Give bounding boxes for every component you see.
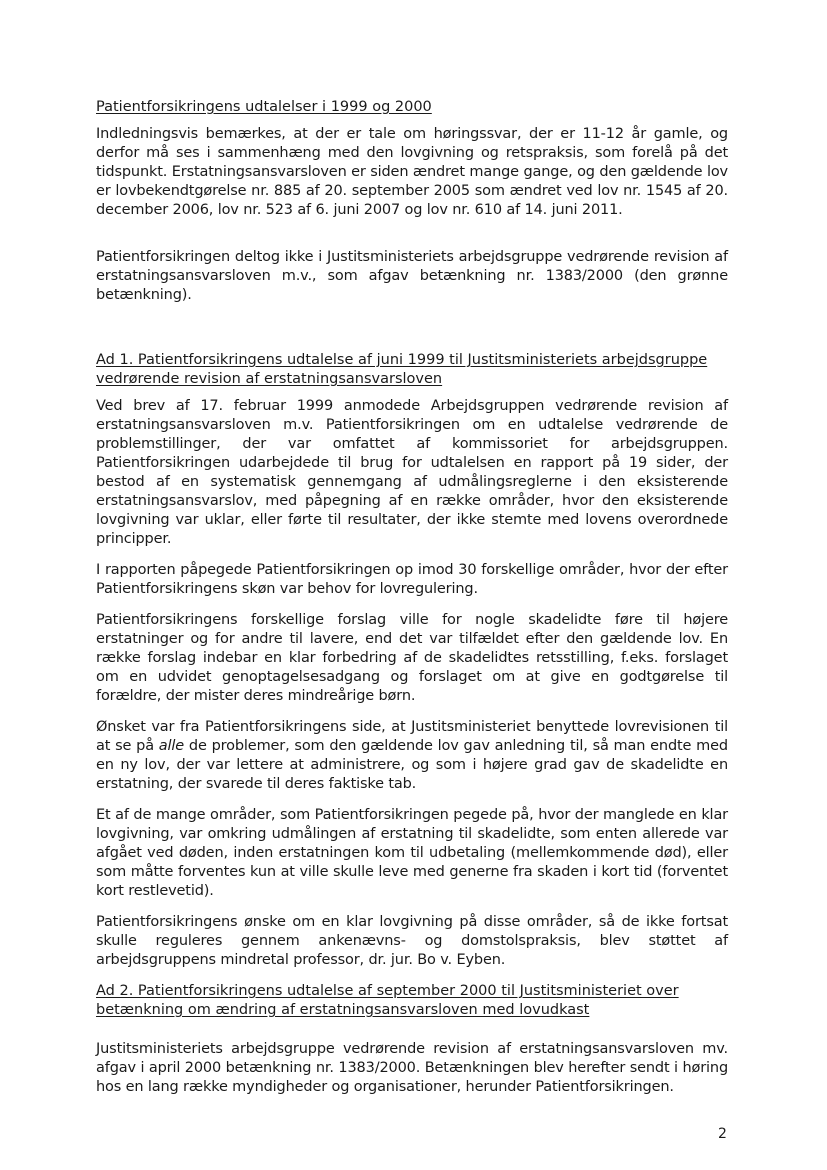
paragraph-wish-part1: Ønsket var fra Patientforsikringens side, at Justitsministeriet benyttede lovrevisionen til at se på bbox=[96, 719, 728, 754]
paragraph-participation: Patientforsikringen deltog ikke i Justitsministeriets arbejdsgruppe vedrørende revision af erstatningsansvarsloven m.v., som afgav betænkning nr. 1383/2000 (den grønne betænkning). bbox=[96, 249, 728, 303]
paragraph-intro: Indledningsvis bemærkes, at der er tale om høringssvar, der er 11-12 år gamle, og derfor må ses i sammenhæng med den lovgivning og retspraksis, som forelå på det tidspunkt. Erstatningsansvarsloven er siden ændret mange gange, og den gældende lov er lovbekendtgørelse nr. 885 af 20. september 2005 som ændret ved lov nr. 1545 af 20. december 2006, lov nr. 523 af 6. juni 2007 og lov nr. 610 af 14. juni 2011. bbox=[96, 126, 728, 218]
section-heading-intro: Patientforsikringens udtalelser i 1999 og 2000 bbox=[96, 99, 432, 115]
paragraph-wish bbox=[96, 718, 728, 794]
paragraph-areas: Et af de mange områder, som Patientforsikringen pegede på, hvor der manglede en klar lovgivning, var omkring udmålingen af erstatning til skadelidte, som enten allerede var afgået ved døden, inden erstatningen kom til udbetaling (mellemkommende død), eller som måtte forventes kun at ville skulle leve med generne fra skaden i kort tid (forventet kort restlevetid). bbox=[96, 807, 728, 899]
paragraph-report: I rapporten påpegede Patientforsikringen op imod 30 forskellige områder, hvor der efter Patientforsikringens skøn var behov for lovregulering. bbox=[96, 562, 728, 597]
paragraph-letter: Ved brev af 17. februar 1999 anmodede Arbejdsgruppen vedrørende revision af erstatningsansvarsloven m.v. Patientforsikringen om en udtalelse vedrørende de problemstillinger, der var omfattet af kommissoriet for arbejdsgruppen. Patientforsikringen udarbejdede til brug for udtalelsen en rapport på 19 sider, der bestod af en systematisk gennemgang af udmålingsreglerne i den eksisterende erstatningsansvarslov, med påpegning af en række områder, hvor den eksisterende lovgivning var uklar, eller førte til resultater, der ikke stemte med lovens overordnede principper. bbox=[96, 398, 728, 547]
document-page bbox=[96, 98, 728, 1097]
paragraph-report-2000: Justitsministeriets arbejdsgruppe vedrørende revision af erstatningsansvarsloven mv. afgav i april 2000 betænkning nr. 1383/2000. Betænkningen blev herefter sendt i høring hos en lang række myndigheder og organisationer, herunder Patientforsikringen. bbox=[96, 1041, 728, 1095]
paragraph-proposals: Patientforsikringens forskellige forslag ville for nogle skadelidte føre til højere erstatninger og for andre til lavere, end det var tilfældet efter den gældende lov. En række forslag indebar en klar forbedring af de skadelidtes retsstilling, f.eks. forslaget om en udvidet genoptagelsesadgang og forslaget om at give en godtgørelse til forældre, der mister deres mindreårige børn. bbox=[96, 612, 728, 704]
page-number: 2 bbox=[718, 1126, 727, 1142]
section-heading-ad1: Ad 1. Patientforsikringens udtalelse af juni 1999 til Justitsministeriets arbejdsgruppe vedrørende revision af erstatningsansvarsloven bbox=[96, 352, 708, 387]
section-heading-ad2: Ad 2. Patientforsikringens udtalelse af september 2000 til Justitsministeriet over betænkning om ændring af erstatningsansvarsloven med lovudkast bbox=[96, 983, 679, 1018]
paragraph-support: Patientforsikringens ønske om en klar lovgivning på disse områder, så de ikke fortsat skulle reguleres gennem ankenævns- og domstolspraksis, blev støttet af arbejdsgruppens mindretal professor, dr. jur. Bo v. Eyben. bbox=[96, 914, 728, 968]
paragraph-wish-part2: de problemer, som den gældende lov gav anledning til, så man endte med en ny lov, der var lettere at administrere, og som i højere grad gav de skadelidte en erstatning, der svarede til deres faktiske tab. bbox=[96, 738, 728, 792]
emphasis-alle: alle bbox=[158, 738, 185, 754]
